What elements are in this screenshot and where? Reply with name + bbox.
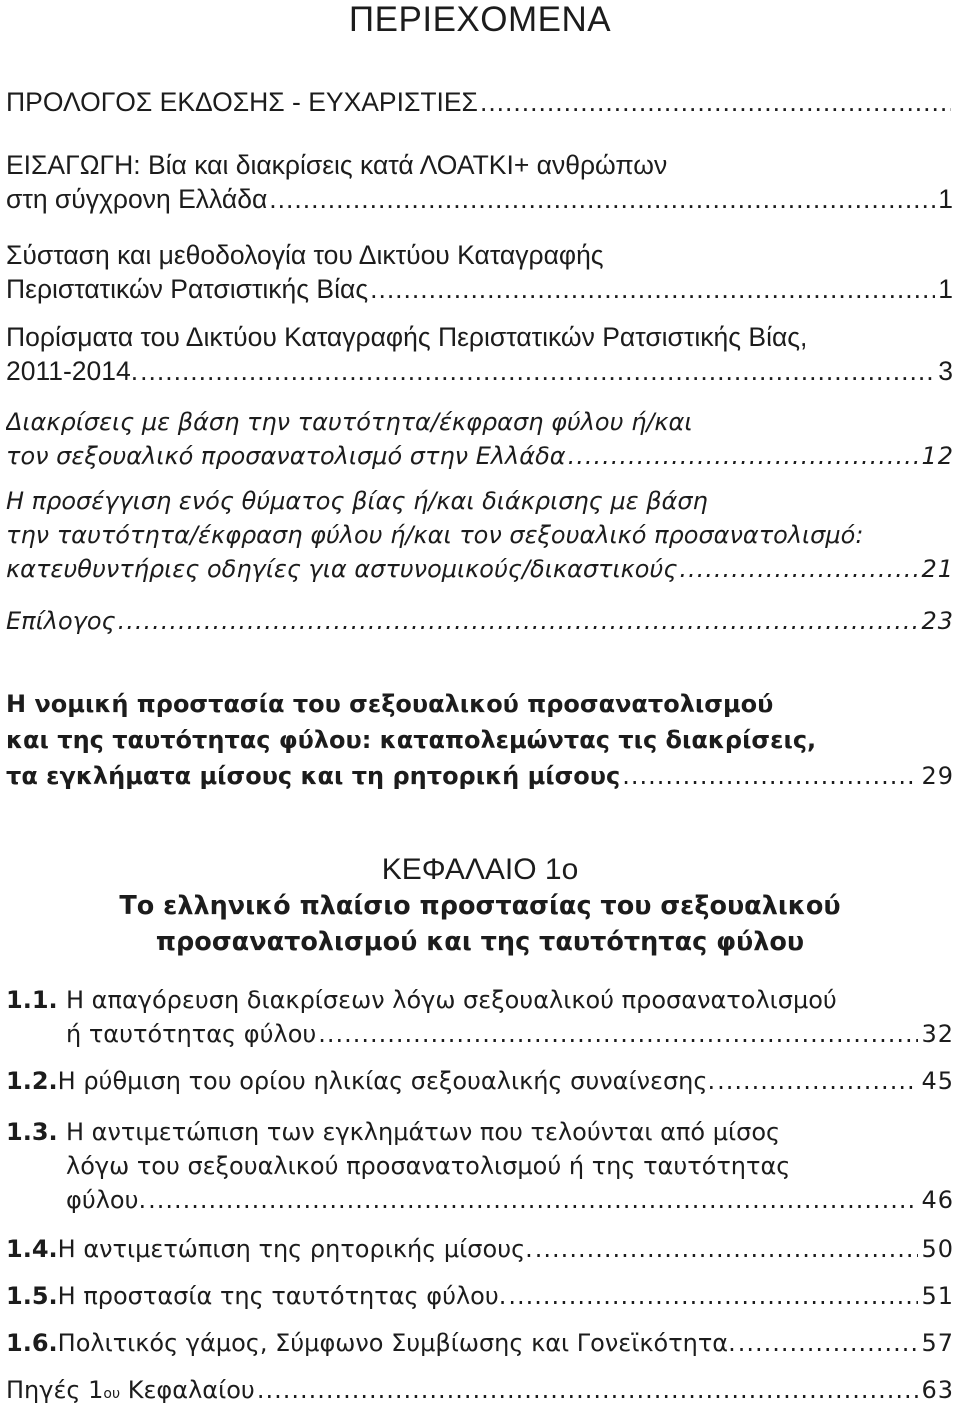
dot-leader bbox=[679, 552, 918, 586]
entry-label: ΠΡΟΛΟΓΟΣ ΕΚΔΟΣΗΣ - ΕΥΧΑΡΙΣΤΙΕΣ bbox=[6, 87, 478, 117]
dot-leader bbox=[738, 1326, 919, 1360]
entry-label: τον σεξουαλικό προσανατολισμό στην Ελλάδα bbox=[6, 442, 566, 470]
entry-label: Πορίσματα του Δικτύου Καταγραφής Περιστατικών Ρατσιστικής Βίας, bbox=[6, 322, 808, 352]
entry-label: Κεφαλαίου bbox=[120, 1376, 255, 1404]
entry-label: φύλου. bbox=[66, 1186, 147, 1214]
entry-label: την ταυτότητα/έκφραση φύλου ή/και τον σεξουαλικό προσανατολισμό: bbox=[6, 521, 864, 549]
section-number: 1.1. bbox=[6, 986, 58, 1014]
toc-entry-sources[interactable]: Πηγές 1 ου Κεφαλαίου ..... 63 bbox=[6, 1373, 954, 1407]
entry-label: Η προσέγγιση ενός θύματος βίας ή/και διάκρισης με βάση bbox=[6, 487, 708, 515]
toc-entry-systasi[interactable] bbox=[6, 238, 954, 306]
page-number: 1 bbox=[938, 184, 954, 214]
dot-leader bbox=[269, 182, 935, 216]
toc-entry-section-1-4[interactable] bbox=[6, 1232, 954, 1266]
entry-label: Διακρίσεις με βάση την ταυτότητα/έκφραση φύλου ή/και bbox=[6, 408, 693, 436]
toc-entry-prologue[interactable] bbox=[6, 85, 954, 119]
entry-label: και της ταυτότητας φύλου: καταπολεμώντας τις διακρίσεις, bbox=[6, 726, 817, 754]
page-number: 21 bbox=[921, 555, 954, 583]
entry-label: Πηγές 1 bbox=[6, 1376, 104, 1404]
entry-label: Η απαγόρευση διακρίσεων λόγω σεξουαλικού προσανατολισμού bbox=[66, 986, 837, 1014]
entry-label: τα εγκλήματα μίσους και τη ρητορική μίσους bbox=[6, 762, 621, 790]
page-number: 3 bbox=[938, 356, 954, 386]
section-number: 1.6. bbox=[6, 1329, 58, 1357]
entry-label: λόγω του σεξουαλικού προσανατολισμού ή της ταυτότητας bbox=[66, 1152, 791, 1180]
chapter-heading bbox=[0, 852, 960, 960]
toc-entry-section-1-2[interactable] bbox=[6, 1064, 954, 1098]
entry-label: ή ταυτότητας φύλου bbox=[66, 1020, 317, 1048]
entry-label: κατευθυντήριες οδηγίες για αστυνομικούς/δικαστικούς bbox=[6, 555, 678, 583]
toc-entry-section-1-6[interactable] bbox=[6, 1326, 954, 1360]
toc-entry-section-1-5[interactable] bbox=[6, 1279, 954, 1313]
dot-leader bbox=[480, 85, 951, 119]
toc-entry-section-1-3[interactable] bbox=[6, 1115, 954, 1217]
entry-label: Η ρύθμιση του ορίου ηλικίας σεξουαλικής συναίνεσης. bbox=[57, 1067, 716, 1095]
entry-label: Η νομική προστασία του σεξουαλικού προσανατολισμού bbox=[6, 690, 774, 718]
entry-label: Επίλογος bbox=[6, 607, 116, 635]
dot-leader bbox=[140, 354, 935, 388]
toc-entry-eisagogi[interactable] bbox=[6, 148, 954, 216]
page-number: 29 bbox=[921, 762, 954, 790]
entry-label: Η αντιμετώπιση της ρητορικής μίσους. bbox=[57, 1235, 533, 1263]
dot-leader bbox=[370, 272, 935, 306]
page-number: 32 bbox=[921, 1020, 954, 1048]
section-number: 1.2. bbox=[6, 1067, 58, 1095]
page-number: 12 bbox=[921, 442, 954, 470]
page-title: ΠΕΡΙΕΧΟΜΕΝΑ bbox=[348, 0, 612, 39]
page-number: 57 bbox=[921, 1329, 954, 1357]
entry-label: Πολιτικός γάμος, Σύμφωνο Συμβίωσης και Γονεϊκότητα. bbox=[57, 1329, 736, 1357]
dot-leader bbox=[118, 604, 919, 638]
toc-entry-section-1-1[interactable] bbox=[6, 983, 954, 1051]
entry-label: Η προστασία της ταυτότητας φύλου. bbox=[57, 1282, 507, 1310]
page-number: 51 bbox=[921, 1282, 954, 1310]
section-number: 1.4. bbox=[6, 1235, 58, 1263]
section-number: 1.5. bbox=[6, 1282, 58, 1310]
dot-leader bbox=[568, 439, 919, 473]
dot-leader bbox=[148, 1183, 918, 1217]
dot-leader bbox=[622, 758, 918, 794]
toc-entry-diakriseis[interactable] bbox=[6, 405, 954, 473]
entry-label: ΕΙΣΑΓΩΓΗ: Βία και διακρίσεις κατά ΛΟΑΤΚΙ+ ανθρώπων bbox=[6, 150, 668, 180]
chapter-title-line: Το ελληνικό πλαίσιο προστασίας του σεξουαλικού bbox=[119, 891, 841, 921]
dot-leader bbox=[508, 1279, 918, 1313]
toc-entry-epilogos[interactable] bbox=[6, 604, 954, 638]
dot-leader bbox=[535, 1232, 919, 1266]
entry-label: Σύσταση και μεθοδολογία του Δικτύου Καταγραφής bbox=[6, 240, 604, 270]
entry-label: 2011-2014. bbox=[6, 356, 139, 386]
toc-entry-proseggisi[interactable] bbox=[6, 484, 954, 586]
entry-label: Η αντιμετώπιση των εγκλημάτων που τελούνται από μίσος bbox=[66, 1118, 781, 1146]
chapter-label: ΚΕΦΑΛΑΙΟ 1ο bbox=[381, 853, 579, 886]
dot-leader bbox=[257, 1373, 919, 1407]
dot-leader bbox=[717, 1064, 918, 1098]
page-number: 46 bbox=[921, 1186, 954, 1214]
toc-entry-porismata[interactable] bbox=[6, 320, 954, 388]
dot-leader bbox=[318, 1017, 918, 1051]
page-number: 63 bbox=[921, 1376, 954, 1404]
entry-label: Περιστατικών Ρατσιστικής Βίας bbox=[6, 274, 369, 304]
page-number: 1 bbox=[938, 274, 954, 304]
page-number: 45 bbox=[921, 1067, 954, 1095]
chapter-title-line: προσανατολισμού και της ταυτότητας φύλου bbox=[155, 927, 805, 957]
toc-entry-legal-protection[interactable] bbox=[6, 686, 954, 794]
section-number: 1.3. bbox=[6, 1118, 58, 1146]
page-number: 50 bbox=[921, 1235, 954, 1263]
entry-label: στη σύγχρονη Ελλάδα bbox=[6, 184, 268, 214]
page-number: 23 bbox=[921, 607, 954, 635]
